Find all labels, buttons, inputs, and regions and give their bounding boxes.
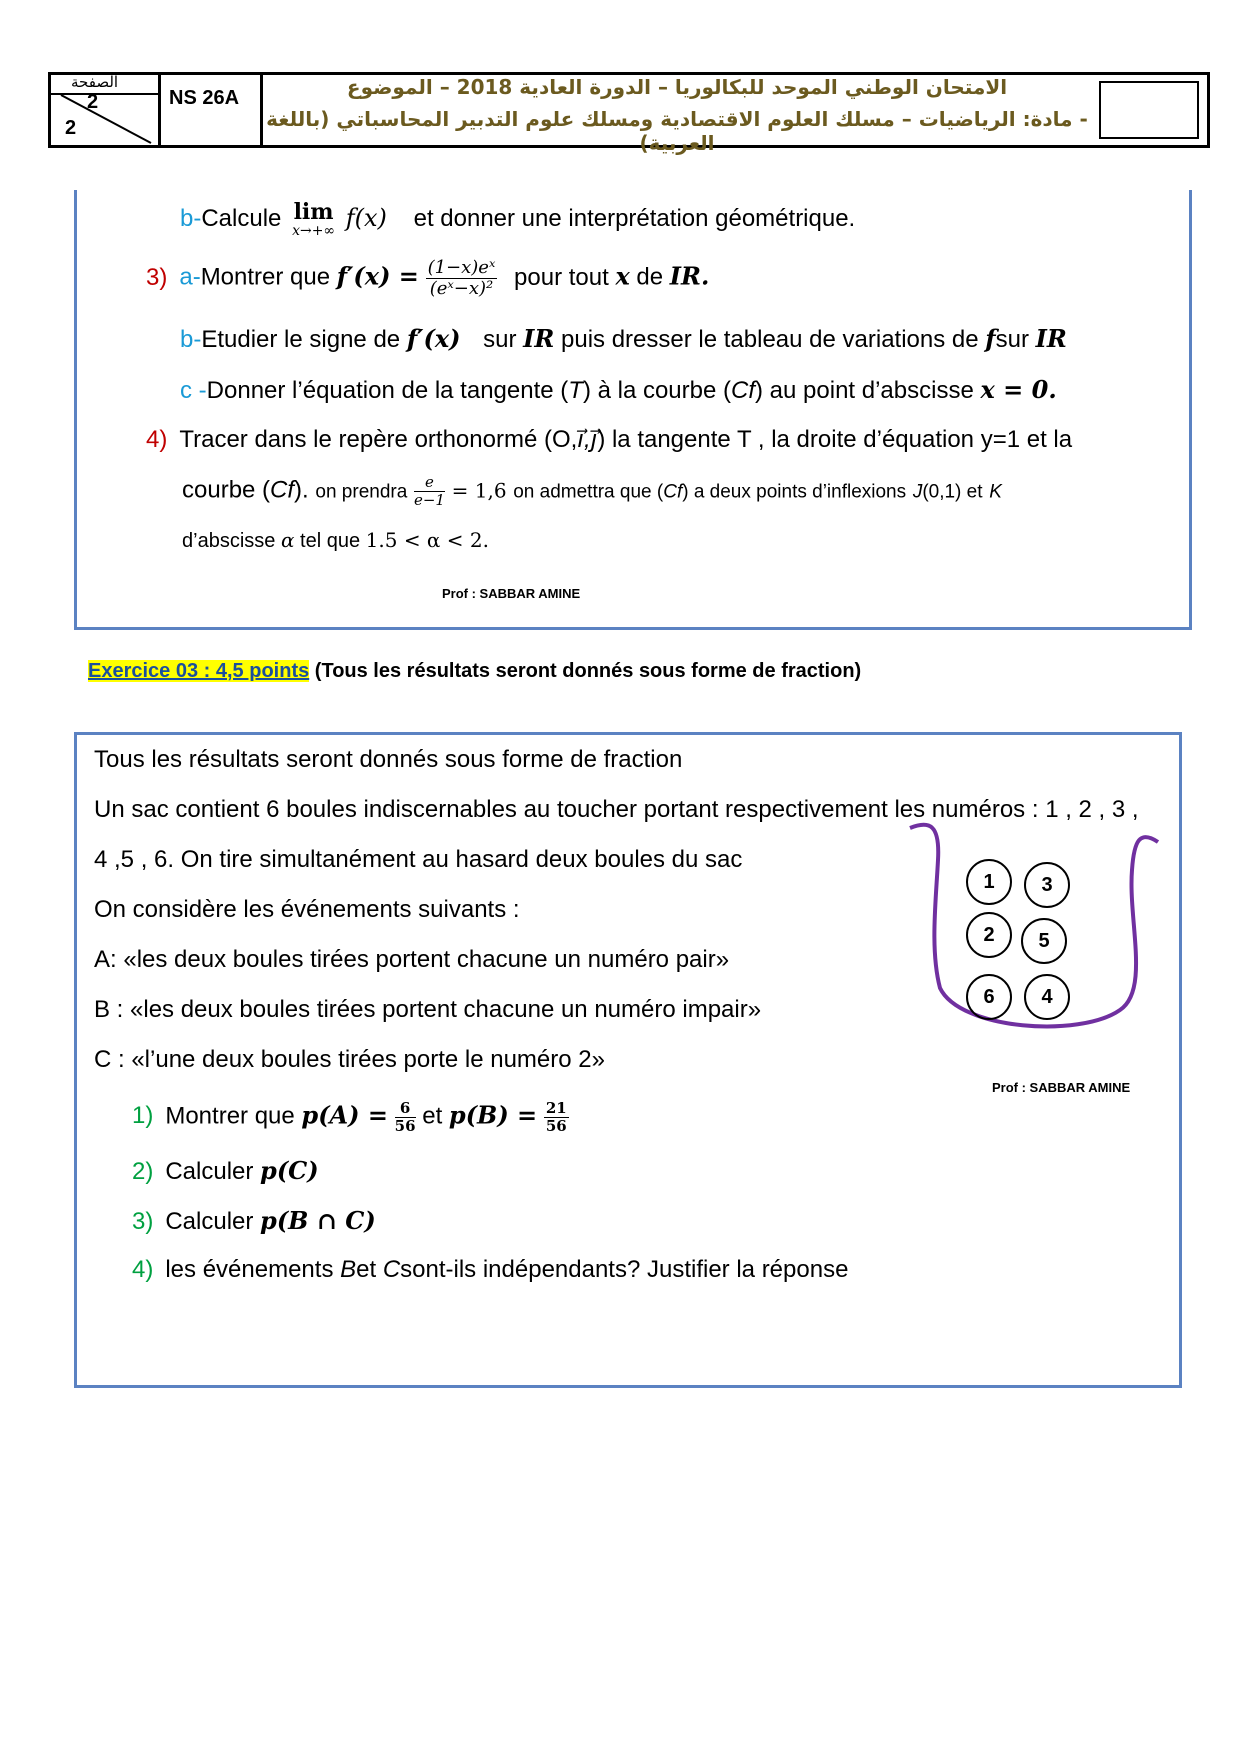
q4-small-cf: Cf bbox=[663, 481, 683, 503]
q4-K: K bbox=[989, 481, 1002, 503]
pB-den: 56 bbox=[545, 1116, 567, 1135]
prof-signature-2: Prof : SABBAR AMINE bbox=[992, 1080, 1131, 1095]
q4-line3b: tel que bbox=[300, 530, 361, 552]
page-num-top: 2 bbox=[87, 91, 99, 113]
q4-alpha: α bbox=[280, 528, 295, 552]
ball-3: 3 bbox=[1024, 862, 1070, 908]
ex3-q1 bbox=[132, 1100, 569, 1134]
q3c-T: T bbox=[568, 377, 583, 404]
ball-4: 4 bbox=[1024, 974, 1070, 1020]
q3c-text3: ) au point d’abscisse bbox=[755, 377, 974, 404]
q3a-text1: Montrer que bbox=[200, 263, 331, 291]
pA-fraction bbox=[395, 1100, 416, 1134]
ex3-q4-number: 4) bbox=[132, 1256, 154, 1283]
q3-number: 3) bbox=[146, 263, 168, 291]
q3c-label: c - bbox=[180, 377, 207, 404]
ex3-q4-C: C bbox=[382, 1256, 401, 1283]
q3b-text4: sur bbox=[995, 326, 1029, 353]
q2b-fx: f(x) bbox=[345, 204, 387, 233]
ex3-q4-text2: et bbox=[356, 1256, 377, 1283]
ex3-q4-text3: sont-ils indépendants? Justifier la réponse bbox=[400, 1256, 849, 1283]
ex3-q3 bbox=[132, 1206, 376, 1236]
q3b-text3: puis dresser le tableau de variations de bbox=[561, 326, 979, 353]
ex3-q2-text: Calculer bbox=[165, 1158, 254, 1185]
exam-title-cell bbox=[265, 75, 1089, 155]
exam-header bbox=[48, 72, 1210, 155]
q2b-limit bbox=[292, 200, 335, 240]
q4-line3a: d’abscisse bbox=[182, 530, 276, 552]
q3b-f: f bbox=[985, 324, 996, 353]
ex3-q4-text1: les événements bbox=[165, 1256, 334, 1283]
prof-signature-1: Prof : SABBAR AMINE bbox=[442, 586, 581, 601]
ex3-line3: 4 ,5 , 6. On tire simultanément au hasard deux boules du sac bbox=[94, 846, 743, 873]
exercise3-title: Exercice 03 : 4,5 points bbox=[88, 660, 310, 682]
q4-text1: Tracer dans le repère orthonormé (O, bbox=[179, 426, 578, 453]
q3a-label: a- bbox=[179, 263, 201, 291]
pB-num: 21 bbox=[545, 1099, 567, 1117]
ex3-q2-number: 2) bbox=[132, 1158, 154, 1185]
q4-text3: courbe ( bbox=[182, 476, 271, 504]
pA-num: 6 bbox=[395, 1100, 416, 1118]
q4-small1: on prendra bbox=[315, 481, 408, 503]
q3c-eq: x = 0. bbox=[980, 375, 1057, 404]
page-label: الصفحة bbox=[71, 73, 119, 91]
q4-frac-num: e bbox=[414, 474, 445, 492]
ex3-q3-number: 3) bbox=[132, 1208, 154, 1235]
q4-text4: ). bbox=[294, 476, 309, 504]
q4-small4: (0,1) et bbox=[922, 481, 983, 503]
q2b-label: b- bbox=[180, 205, 202, 233]
q3a-line bbox=[146, 258, 709, 299]
ball-6: 6 bbox=[966, 974, 1012, 1020]
q4-line3 bbox=[182, 528, 489, 553]
q3a-lhs: f′(x) = bbox=[336, 261, 419, 291]
ex3-q3-expr: p(B ∩ C) bbox=[260, 1206, 376, 1235]
q3b-text2: sur bbox=[483, 326, 517, 353]
q3a-ir: IR. bbox=[669, 261, 710, 291]
ex3-line1: Tous les résultats seront donnés sous forme de fraction bbox=[94, 746, 683, 773]
q2b-text2: et donner une interprétation géométrique. bbox=[413, 205, 856, 233]
ex3-q2-expr: p(C) bbox=[260, 1156, 319, 1185]
pA-den: 56 bbox=[394, 1116, 416, 1135]
ex3-q1-number: 1) bbox=[132, 1102, 154, 1130]
q3c-text2: ) à la courbe ( bbox=[582, 377, 732, 404]
q3b-label: b- bbox=[180, 326, 202, 353]
q2b-text1: Calcule bbox=[201, 205, 282, 233]
pB: p(B) = bbox=[448, 1100, 538, 1130]
exam-title-line1: الامتحان الوطني الموحد للبكالوريا – الدورة العادية 2018 – الموضوع bbox=[346, 75, 1008, 99]
q4-small2: on admettra que ( bbox=[513, 481, 664, 503]
exam-title-line2: - مادة: الرياضيات – مسلك العلوم الاقتصادية ومسلك علوم التدبير المحاسباتي (باللغة العربية) bbox=[266, 107, 1088, 155]
q3a-fraction bbox=[426, 258, 498, 299]
q3b-fprime: f′(x) bbox=[406, 324, 461, 353]
q4-ineq: 1.5 < α < 2. bbox=[365, 528, 489, 552]
event-b: B : «les deux boules tirées portent chacune un numéro impair» bbox=[94, 996, 762, 1023]
blank-box bbox=[1099, 81, 1199, 139]
q4-text2: ) la tangente T , la droite d’équation y=1 et la bbox=[597, 426, 1073, 453]
ex3-q4 bbox=[132, 1256, 848, 1284]
q3c-Cf: Cf bbox=[731, 377, 756, 404]
q3a-text2: pour tout bbox=[514, 263, 609, 291]
q3b-ir1: IR bbox=[523, 324, 555, 353]
q3a-text3: de bbox=[636, 263, 664, 291]
exercise3-heading bbox=[88, 660, 861, 683]
q4-J: J bbox=[912, 481, 923, 503]
ex3-q3-text: Calculer bbox=[165, 1208, 254, 1235]
page-number-cell bbox=[51, 75, 161, 145]
lim: lim bbox=[293, 199, 334, 225]
q4-number: 4) bbox=[146, 426, 168, 453]
q4-eqval: = 1,6 bbox=[451, 478, 507, 503]
ex3-q1-text: Montrer que bbox=[165, 1102, 295, 1130]
q4-Cf: Cf bbox=[270, 476, 295, 504]
q4-fraction bbox=[414, 474, 445, 508]
ex3-q1-et: et bbox=[422, 1102, 443, 1130]
exam-code: NS 26A bbox=[169, 87, 240, 109]
ball-2: 2 bbox=[966, 912, 1012, 958]
exercise2-frame bbox=[74, 190, 1192, 630]
exam-code-cell bbox=[163, 75, 263, 145]
q3b-ir2: IR bbox=[1035, 324, 1067, 353]
q4-line1 bbox=[146, 425, 1072, 454]
q2b-line bbox=[180, 200, 855, 240]
ex3-q4-B: B bbox=[340, 1256, 357, 1283]
event-a: A: «les deux boules tirées portent chacune un numéro pair» bbox=[94, 946, 730, 973]
lim-sub: x→+∞ bbox=[292, 223, 336, 240]
q3a-x: x bbox=[615, 261, 630, 291]
event-c: C : «l’une deux boules tirées porte le numéro 2» bbox=[94, 1046, 605, 1073]
ex3-line4: On considère les événements suivants : bbox=[94, 896, 520, 923]
ball-1: 1 bbox=[966, 859, 1012, 905]
q3c-text1: Donner l’équation de la tangente ( bbox=[206, 377, 569, 404]
q3a-denominator: (eˣ−x)² bbox=[429, 277, 494, 299]
q4-frac-den: e−1 bbox=[413, 490, 445, 509]
q3b-line bbox=[180, 324, 1067, 354]
q3c-line bbox=[180, 375, 1057, 405]
exercise3-subtitle: (Tous les résultats seront donnés sous forme de fraction) bbox=[314, 660, 862, 682]
q4-line2 bbox=[182, 474, 1002, 508]
ex3-q2 bbox=[132, 1156, 319, 1186]
pB-fraction bbox=[544, 1100, 569, 1134]
q4-ij: i⃗,j⃗ bbox=[577, 426, 598, 453]
q4-small3: ) a deux points d’inflexions bbox=[682, 481, 907, 503]
q3b-text1: Etudier le signe de bbox=[201, 326, 401, 353]
page-num-bottom: 2 bbox=[65, 117, 77, 139]
pA: p(A) = bbox=[301, 1100, 388, 1130]
q3a-numerator: (1−x)eˣ bbox=[427, 257, 496, 278]
ex3-line2: Un sac contient 6 boules indiscernables au toucher portant respectivement les numéros : 1 , 2 , 3 , bbox=[94, 796, 1139, 823]
ball-5: 5 bbox=[1021, 918, 1067, 964]
